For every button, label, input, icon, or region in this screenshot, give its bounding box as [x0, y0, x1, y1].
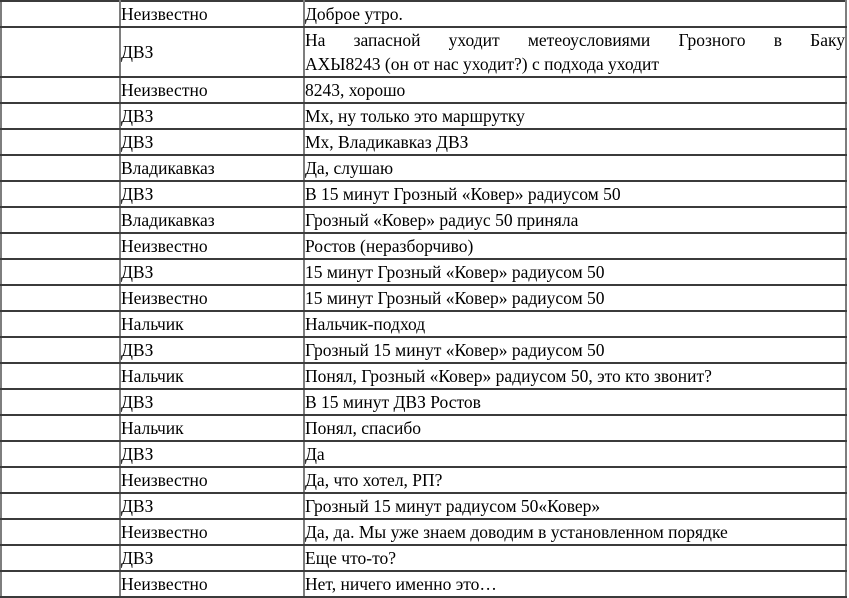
cell-message: Да, слушаю	[304, 155, 846, 181]
cell-message: Да, да. Мы уже знаем доводим в установленном порядке	[304, 519, 846, 545]
cell-empty	[1, 233, 120, 259]
cell-message: 8243, хорошо	[304, 77, 846, 103]
cell-empty	[1, 181, 120, 207]
cell-empty	[1, 389, 120, 415]
cell-message: 15 минут Грозный «Ковер» радиусом 50	[304, 259, 846, 285]
table-row	[1, 337, 846, 363]
cell-empty	[1, 545, 120, 571]
table-row	[1, 207, 846, 233]
cell-speaker: ДВЗ	[120, 259, 304, 285]
cell-empty	[1, 207, 120, 233]
cell-empty	[1, 337, 120, 363]
cell-speaker: Нальчик	[120, 415, 304, 441]
cell-speaker: Неизвестно	[120, 1, 304, 27]
cell-speaker: Владикавказ	[120, 207, 304, 233]
cell-empty	[1, 519, 120, 545]
table-row	[1, 285, 846, 311]
cell-speaker: ДВЗ	[120, 129, 304, 155]
table-row	[1, 129, 846, 155]
cell-empty	[1, 415, 120, 441]
cell-empty	[1, 363, 120, 389]
cell-empty	[1, 155, 120, 181]
table-row	[1, 363, 846, 389]
cell-speaker: ДВЗ	[120, 441, 304, 467]
cell-message: В 15 минут Грозный «Ковер» радиусом 50	[304, 181, 846, 207]
cell-message: Мх, Владикавказ ДВЗ	[304, 129, 846, 155]
table-row	[1, 259, 846, 285]
cell-message: Доброе утро.	[304, 1, 846, 27]
table-row	[1, 545, 846, 571]
cell-speaker: Неизвестно	[120, 467, 304, 493]
message-line-justified: На запасной уходит метеоусловиями Грозного в Баку	[305, 30, 845, 50]
cell-speaker: ДВЗ	[120, 389, 304, 415]
table-row	[1, 181, 846, 207]
table-row	[1, 571, 846, 597]
cell-message: Да	[304, 441, 846, 467]
cell-speaker: ДВЗ	[120, 27, 304, 77]
table-row	[1, 103, 846, 129]
cell-message: Грозный «Ковер» радиус 50 приняла	[304, 207, 846, 233]
cell-empty	[1, 311, 120, 337]
cell-speaker: Владикавказ	[120, 155, 304, 181]
cell-speaker: Нальчик	[120, 363, 304, 389]
cell-empty	[1, 129, 120, 155]
table-row	[1, 467, 846, 493]
cell-empty	[1, 77, 120, 103]
table-row	[1, 519, 846, 545]
cell-empty	[1, 27, 120, 77]
transcript-table-body	[1, 1, 846, 597]
cell-empty	[1, 103, 120, 129]
table-row	[1, 155, 846, 181]
cell-message: 15 минут Грозный «Ковер» радиусом 50	[304, 285, 846, 311]
cell-message: Мх, ну только это маршрутку	[304, 103, 846, 129]
table-row	[1, 311, 846, 337]
cell-speaker: ДВЗ	[120, 181, 304, 207]
cell-message: Грозный 15 минут «Ковер» радиусом 50	[304, 337, 846, 363]
cell-empty	[1, 441, 120, 467]
cell-speaker: Неизвестно	[120, 233, 304, 259]
cell-message: Нет, ничего именно это…	[304, 571, 846, 597]
table-row	[1, 27, 846, 77]
table-row	[1, 415, 846, 441]
cell-speaker: Неизвестно	[120, 519, 304, 545]
cell-speaker: Неизвестно	[120, 571, 304, 597]
cell-message	[304, 27, 846, 77]
cell-message: Да, что хотел, РП?	[304, 467, 846, 493]
cell-empty	[1, 467, 120, 493]
message-line: АХЫ8243 (он от нас уходит?) с подхода уходит	[305, 54, 660, 74]
cell-speaker: ДВЗ	[120, 545, 304, 571]
table-row	[1, 493, 846, 519]
cell-empty	[1, 285, 120, 311]
cell-empty	[1, 493, 120, 519]
cell-message: Нальчик-подход	[304, 311, 846, 337]
cell-message: Понял, Грозный «Ковер» радиусом 50, это кто звонит?	[304, 363, 846, 389]
cell-speaker: ДВЗ	[120, 337, 304, 363]
cell-speaker: Неизвестно	[120, 77, 304, 103]
cell-message: Понял, спасибо	[304, 415, 846, 441]
cell-speaker: Неизвестно	[120, 285, 304, 311]
cell-message: Ростов (неразборчиво)	[304, 233, 846, 259]
table-row	[1, 1, 846, 27]
table-row	[1, 441, 846, 467]
cell-empty	[1, 259, 120, 285]
cell-speaker: ДВЗ	[120, 103, 304, 129]
table-row	[1, 233, 846, 259]
table-row	[1, 77, 846, 103]
cell-empty	[1, 571, 120, 597]
cell-empty	[1, 1, 120, 27]
cell-speaker: Нальчик	[120, 311, 304, 337]
cell-message: Еще что-то?	[304, 545, 846, 571]
cell-speaker: ДВЗ	[120, 493, 304, 519]
cell-message: В 15 минут ДВЗ Ростов	[304, 389, 846, 415]
table-row	[1, 389, 846, 415]
cell-message: Грозный 15 минут радиусом 50«Ковер»	[304, 493, 846, 519]
